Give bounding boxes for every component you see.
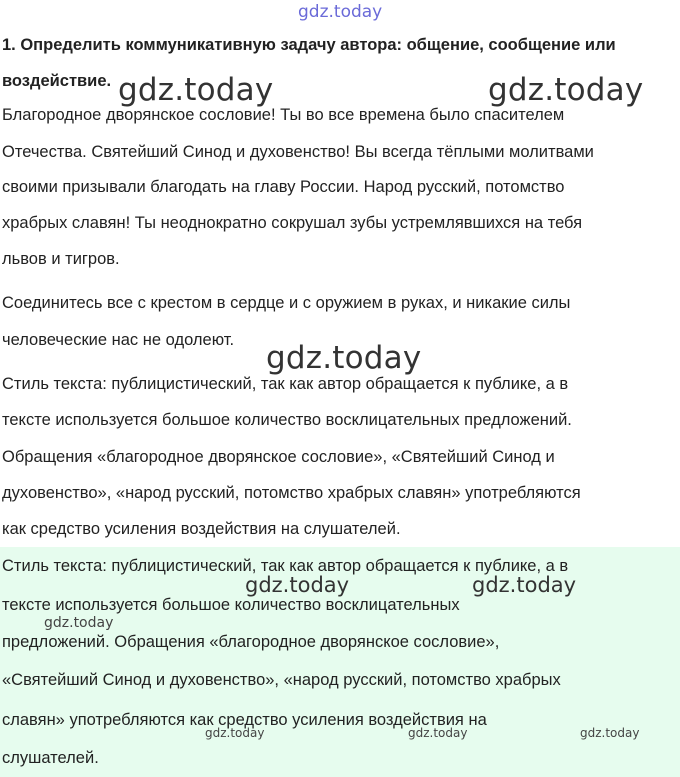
watermark-top: gdz.today (298, 2, 383, 22)
answer-line-2: тексте используется большое количество восклицательных (2, 596, 460, 614)
paragraph2-line-1: Соединитесь все с крестом в сердце и с оружием в руках, и никакие силы (2, 294, 571, 312)
answer-line-6: слушателей. (2, 749, 99, 767)
paragraph3-line-1: Стиль текста: публицистический, так как автор обращается к публике, а в (2, 375, 569, 393)
answer-line-1: Стиль текста: публицистический, так как автор обращается к публике, а в (2, 557, 569, 575)
paragraph3-line-4: духовенство», «народ русский, потомство храбрых славян» употребляются (2, 484, 581, 502)
paragraph3-line-5: как средство усиления воздействия на слушателей. (2, 520, 401, 538)
task-heading-line-1: 1. Определить коммуникативную задачу автора: общение, сообщение или (2, 36, 616, 54)
watermark: gdz.today (472, 573, 577, 597)
watermark: gdz.today (44, 615, 114, 631)
task-heading-line-2: воздействие. (2, 72, 112, 90)
paragraph3-line-2: тексте используется большое количество восклицательных предложений. (2, 411, 572, 429)
watermark: gdz.today (488, 72, 644, 108)
paragraph1-line-4: храбрых славян! Ты неоднократно сокрушал зубы устремлявшихся на тебя (2, 214, 583, 232)
paragraph1-line-1: Благородное дворянское сословие! Ты во все времена было спасителем (2, 106, 565, 124)
paragraph2-line-2: человеческие нас не одолеют. (2, 331, 235, 349)
paragraph3-line-3: Обращения «благородное дворянское сословие», «Святейший Синод и (2, 448, 555, 466)
watermark: gdz.today (118, 72, 274, 108)
paragraph1-line-5: львов и тигров. (2, 250, 120, 268)
answer-line-5: славян» употребляются как средство усиления воздействия на (2, 711, 487, 729)
paragraph1-line-3: своими призывали благодать на главу России. Народ русский, потомство (2, 178, 565, 196)
watermark: gdz.today (266, 340, 422, 376)
watermark: gdz.today (408, 726, 468, 740)
paragraph1-line-2: Отечества. Святейший Синод и духовенство! Вы всегда тёплыми молитвами (2, 143, 594, 161)
watermark: gdz.today (205, 726, 265, 740)
answer-line-3: предложений. Обращения «благородное дворянское сословие», (2, 633, 500, 651)
watermark: gdz.today (580, 726, 640, 740)
watermark: gdz.today (245, 573, 350, 597)
answer-line-4: «Святейший Синод и духовенство», «народ русский, потомство храбрых (2, 671, 561, 689)
